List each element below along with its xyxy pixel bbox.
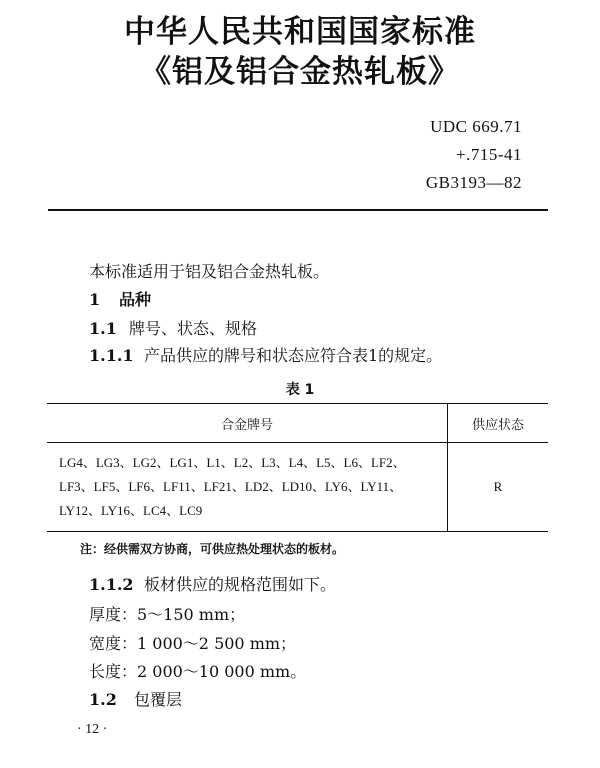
table-caption: 表 1 bbox=[285, 382, 315, 398]
grade-list-cell bbox=[47, 443, 448, 532]
grade-line-2: LF3、LF5、LF6、LF11、LF21、LD2、LD10、LY6、LY11、 bbox=[59, 479, 403, 494]
intro-paragraph: 本标准适用于铝及铝合金热轧板。 bbox=[89, 262, 330, 281]
column-header-grade: 合金牌号 bbox=[47, 404, 448, 443]
section-1-1-2-title: 板材供应的规格范围如下。 bbox=[144, 575, 337, 594]
document-title-line2: 《铝及铝合金热轧板》 bbox=[140, 54, 460, 90]
section-1-title: 品种 bbox=[119, 290, 152, 309]
udc-code-line2: +.715-41 bbox=[456, 145, 522, 164]
section-1-1-1-title: 产品供应的牌号和状态应符合表1的规定。 bbox=[144, 346, 443, 365]
table-header-row bbox=[47, 404, 548, 443]
grade-state-table bbox=[47, 403, 548, 532]
section-1-1-heading bbox=[89, 316, 257, 339]
section-1-1-1-number: 1.1.1 bbox=[89, 346, 134, 365]
grade-line-3: LY12、LY16、LC4、LC9 bbox=[59, 503, 203, 518]
section-1-number: 1 bbox=[89, 290, 101, 309]
table-note: 注：经供需双方协商，可供应热处理状态的板材。 bbox=[80, 542, 345, 556]
section-1-2-heading bbox=[89, 687, 182, 710]
section-1-2-number: 1.2 bbox=[89, 690, 117, 709]
udc-code-line1: UDC 669.71 bbox=[430, 117, 522, 136]
header-divider bbox=[48, 209, 548, 211]
spec-thickness: 厚度：5～150 mm； bbox=[89, 605, 246, 624]
column-header-state: 供应状态 bbox=[448, 404, 549, 443]
section-1-2-title: 包覆层 bbox=[134, 690, 183, 709]
standard-number: GB3193—82 bbox=[425, 173, 522, 192]
table-row bbox=[47, 443, 548, 532]
section-1-1-2-heading bbox=[89, 572, 336, 595]
page-number: · 12 · bbox=[77, 722, 108, 737]
section-1-1-2-number: 1.1.2 bbox=[89, 575, 134, 594]
section-1-1-1-heading bbox=[89, 343, 442, 366]
section-1-1-title: 牌号、状态、规格 bbox=[129, 319, 258, 338]
grade-line-1: LG4、LG3、LG2、LG1、L1、L2、L3、L4、L5、L6、LF2、 bbox=[59, 455, 406, 470]
section-1-1-number: 1.1 bbox=[89, 319, 117, 338]
spec-width: 宽度：1 000～2 500 mm； bbox=[89, 634, 297, 653]
supply-state-cell: R bbox=[448, 443, 549, 532]
section-1-heading bbox=[89, 287, 151, 310]
spec-length: 长度：2 000～10 000 mm。 bbox=[89, 662, 307, 681]
document-title-line1: 中华人民共和国国家标准 bbox=[124, 14, 476, 50]
